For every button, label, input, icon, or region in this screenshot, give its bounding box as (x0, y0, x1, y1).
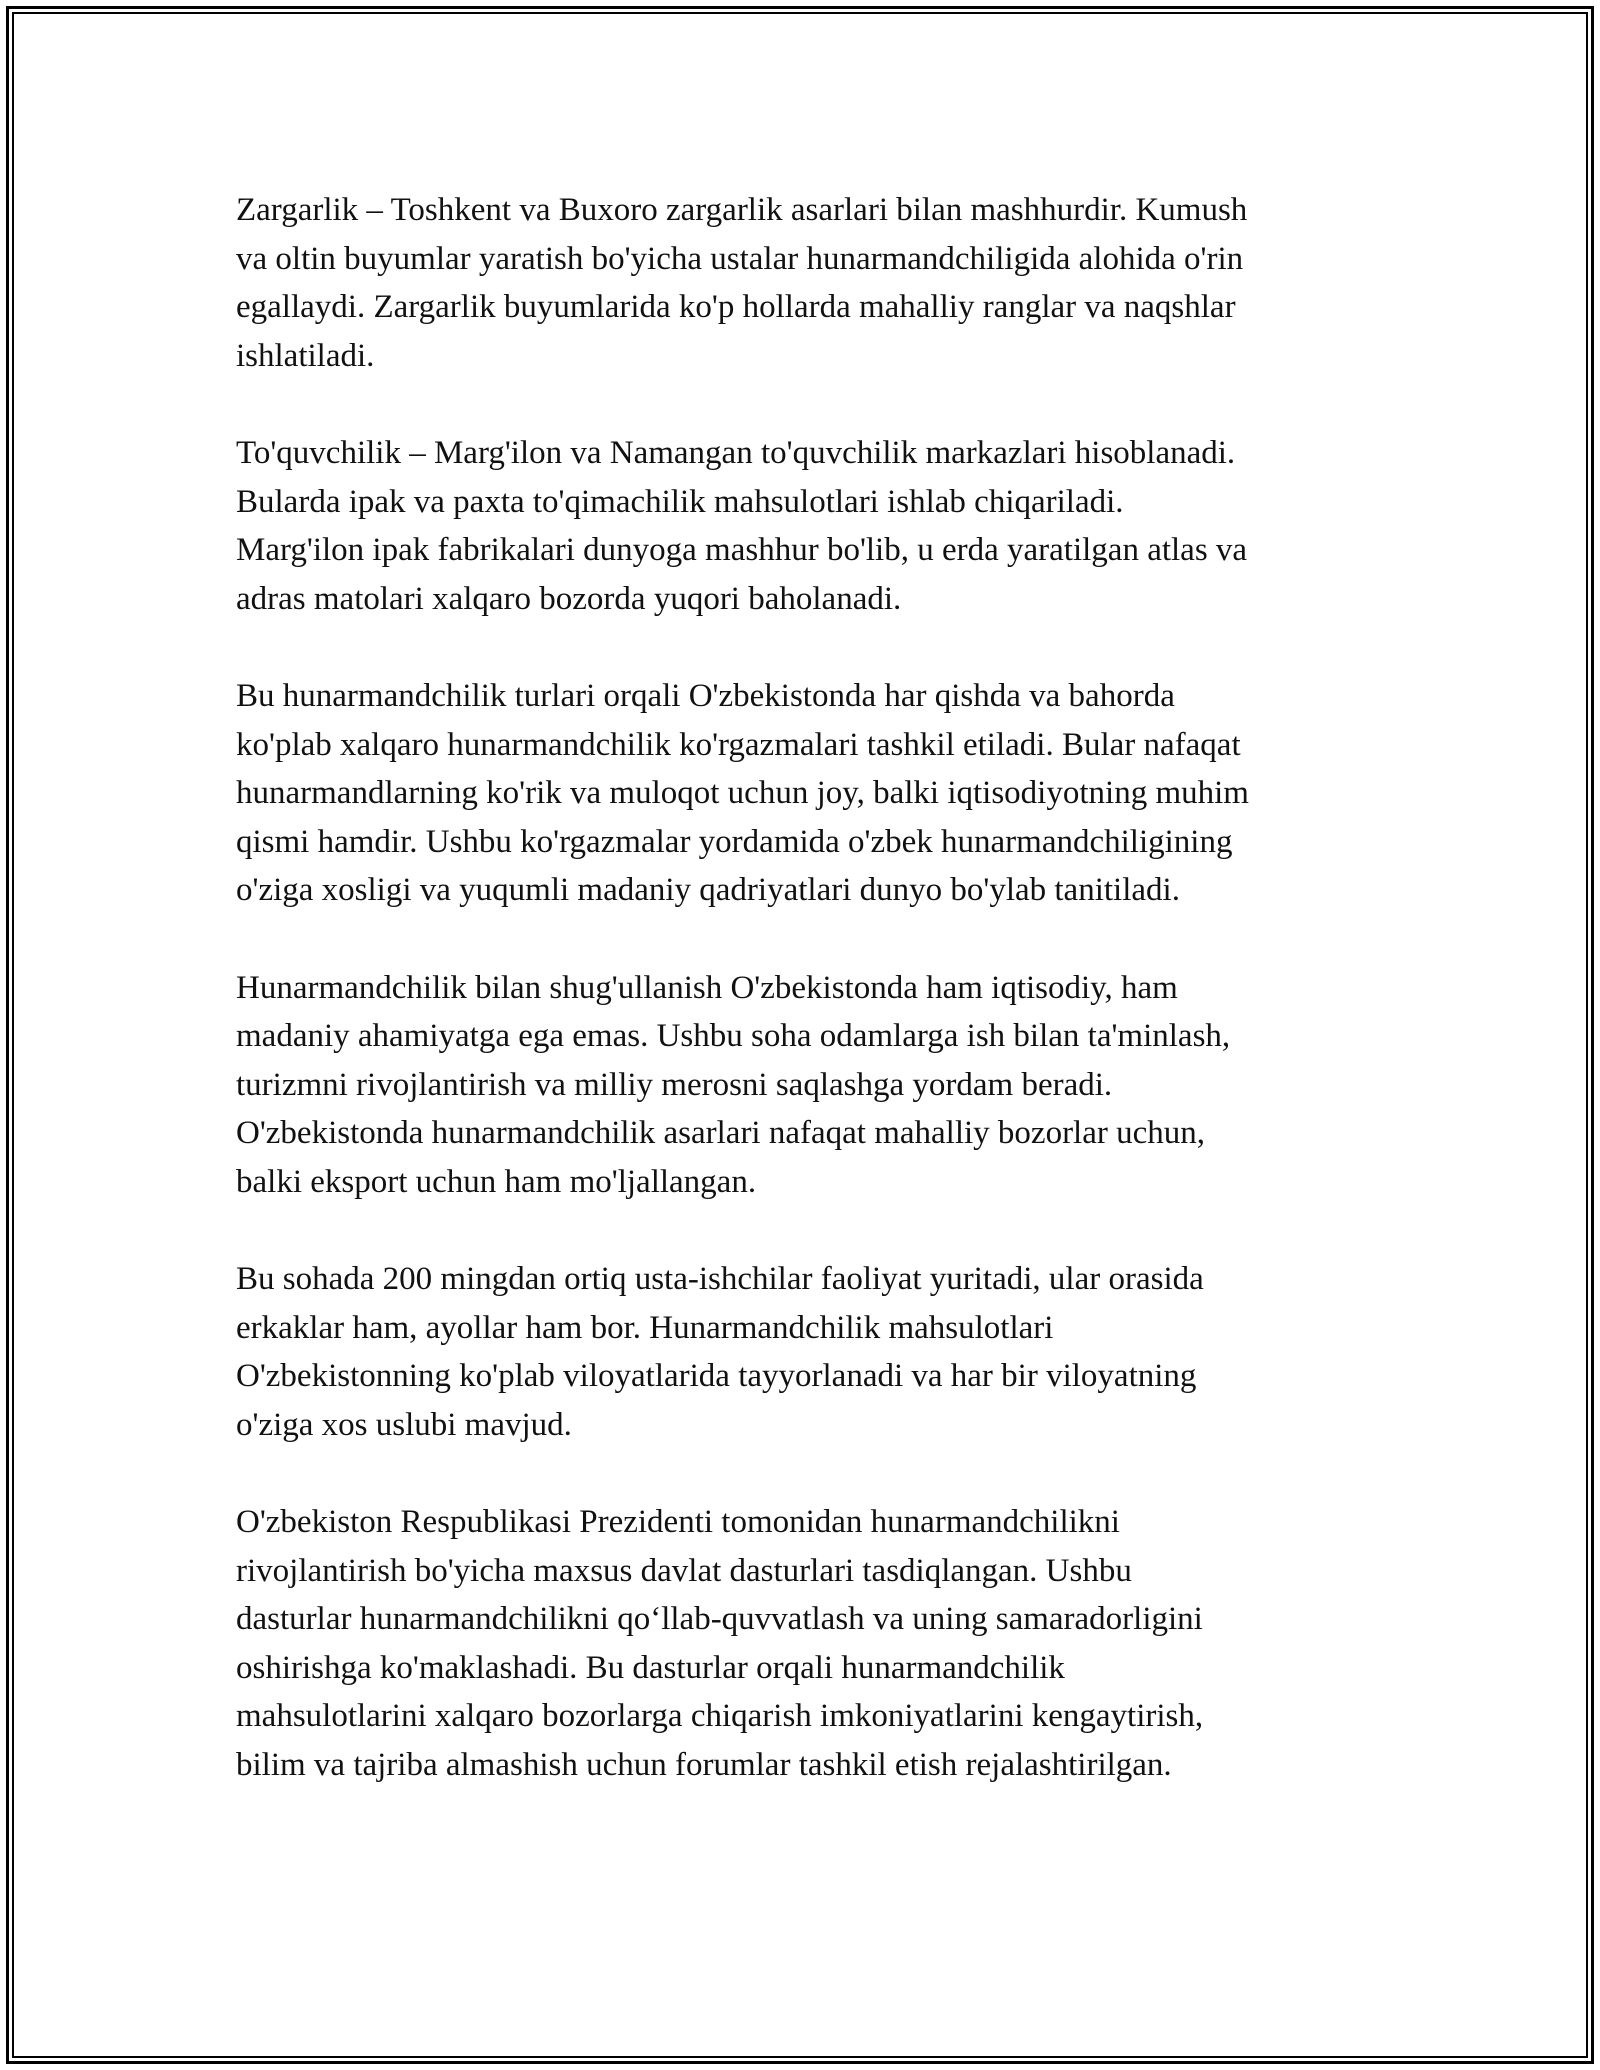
text-line: hunarmandlarning ko'rik va muloqot uchun joy, balki iqtisodiyotning muhim (236, 775, 1249, 812)
text-line: oshirishga ko'maklashadi. Bu dasturlar orqali hunarmandchilik (236, 1649, 1065, 1686)
text-line: mahsulotlarini xalqaro bozorlarga chiqarish imkoniyatlarini kengaytirish, (236, 1698, 1204, 1735)
text-line: O'zbekistonda hunarmandchilik asarlari nafaqat mahalliy bozorlar uchun, (236, 1115, 1206, 1152)
text-line: dasturlar hunarmandchilikni qo‘llab-quvvatlash va uning samaradorligini (236, 1601, 1203, 1638)
text-line: turizmni rivojlantirish va milliy merosni saqlashga yordam beradi. (236, 1066, 1113, 1103)
text-line: bilim va tajriba almashish uchun forumlar tashkil etish rejalashtirilgan. (236, 1747, 1172, 1783)
paragraph-ustalar (236, 1255, 1396, 1449)
text-line: madaniy ahamiyatga ega emas. Ushbu soha odamlarga ish bilan ta'minlash, (236, 1018, 1231, 1055)
text-line: ishlatiladi. (236, 337, 375, 374)
text-line: Zargarlik – Toshkent va Buxoro zargarlik asarlari bilan mashhurdir. Kumush (236, 192, 1248, 228)
text-line: Bu hunarmandchilik turlari orqali O'zbekistonda har qishda va bahorda (236, 677, 1175, 714)
text-line: erkaklar ham, ayollar ham bor. Hunarmandchilik mahsulotlari (236, 1309, 1054, 1346)
text-line: To'quvchilik – Marg'ilon va Namangan to'quvchilik markazlari hisoblanadi. (236, 434, 1236, 471)
paragraph-dasturlar (236, 1498, 1396, 1790)
text-line: o'ziga xos uslubi mavjud. (236, 1406, 572, 1443)
paragraph-korgazmalar (236, 672, 1396, 915)
text-line: O'zbekistonning ko'plab viloyatlarida tayyorlanadi va har bir viloyatning (236, 1358, 1197, 1395)
text-line: balki eksport uchun ham mo'ljallangan. (236, 1163, 757, 1200)
text-line: rivojlantirish bo'yicha maxsus davlat dasturlari tasdiqlangan. Ushbu (236, 1552, 1132, 1589)
text-line: qismi hamdir. Ushbu ko'rgazmalar yordamida o'zbek hunarmandchiligining (236, 823, 1233, 860)
text-line: Marg'ilon ipak fabrikalari dunyoga mashhur bo'lib, u erda yaratilgan atlas va (236, 532, 1248, 569)
text-line: O'zbekiston Respublikasi Prezidenti tomonidan hunarmandchilikni (236, 1504, 1120, 1541)
text-line: ko'plab xalqaro hunarmandchilik ko'rgazmalari tashkil etiladi. Bular nafaqat (236, 726, 1241, 763)
document-body (236, 186, 1396, 1790)
paragraph-ahamiyat (236, 964, 1396, 1207)
paragraph-toquvchilik (236, 429, 1396, 623)
text-line: Bu sohada 200 mingdan ortiq usta-ishchilar faoliyat yuritadi, ular orasida (236, 1261, 1204, 1298)
text-line: Bularda ipak va paxta to'qimachilik mahsulotlari ishlab chiqariladi. (236, 483, 1124, 520)
text-line: va oltin buyumlar yaratish bo'yicha ustalar hunarmandchiligida alohida o'rin (236, 240, 1244, 277)
paragraph-zargarlik (236, 186, 1396, 380)
text-line: Hunarmandchilik bilan shug'ullanish O'zbekistonda ham iqtisodiy, ham (236, 969, 1178, 1006)
text-line: adras matolari xalqaro bozorda yuqori baholanadi. (236, 580, 902, 617)
text-line: o'ziga xosligi va yuqumli madaniy qadriyatlari dunyo bo'ylab tanitiladi. (236, 872, 1180, 909)
text-line: egallaydi. Zargarlik buyumlarida ko'p hollarda mahalliy ranglar va naqshlar (236, 289, 1236, 326)
